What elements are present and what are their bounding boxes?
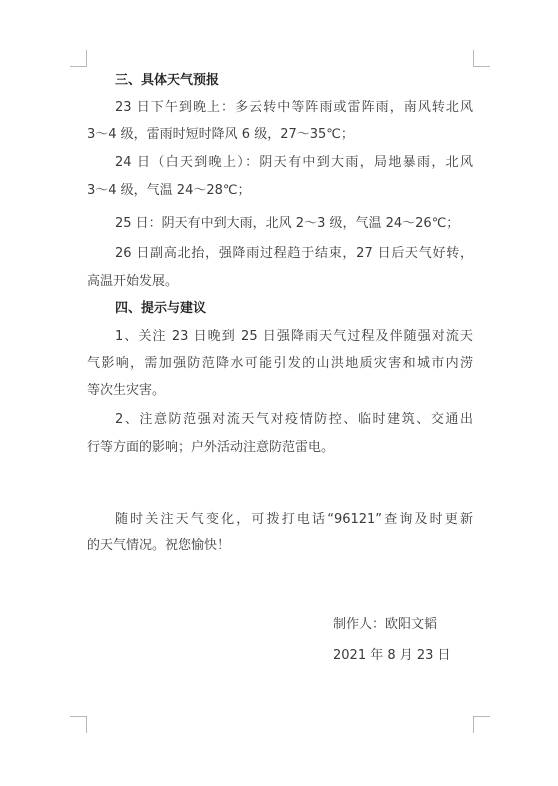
margin-corner-top-right	[473, 50, 490, 67]
paragraph-line: 2、注意防范强对流天气对疫情防控、临时建筑、交通出	[115, 412, 473, 427]
section-heading-forecast: 三、具体天气预报	[115, 73, 220, 88]
signature-author: 制作人：欧阳文韬	[333, 617, 438, 632]
paragraph-line: 26 日副高北抬，强降雨过程趋于结束，27 日后天气好转，	[115, 246, 473, 261]
paragraph-line: 气影响，需加强防范降水可能引发的山洪地质灾害和城市内涝	[87, 356, 473, 371]
paragraph-line: 24 日（白天到晚上）：阴天有中到大雨，局地暴雨，北风	[115, 155, 473, 170]
closing-line: 的天气情况。祝您愉快！	[87, 538, 231, 553]
margin-corner-bottom-right	[473, 716, 490, 733]
section-heading-tips: 四、提示与建议	[115, 301, 207, 316]
paragraph-line: 23 日下午到晚上：多云转中等阵雨或雷阵雨，南风转北风	[115, 100, 473, 115]
paragraph-line: 等次生灾害。	[87, 383, 166, 398]
margin-corner-top-left	[70, 50, 87, 67]
paragraph-line: 高温开始发展。	[87, 274, 179, 289]
paragraph-line: 25 日：阴天有中到大雨，北风 2～3 级，气温 24～26℃；	[115, 216, 460, 231]
paragraph-line: 1、关注 23 日晚到 25 日强降雨天气过程及伴随强对流天	[115, 329, 473, 344]
closing-line: 随时关注天气变化，可拨打电话“96121”查询及时更新	[115, 512, 473, 527]
paragraph-line: 3～4 级，雷雨时短时降风 6 级，27～35℃；	[87, 127, 354, 142]
paragraph-line: 3～4 级，气温 24～28℃；	[87, 183, 251, 198]
margin-corner-bottom-left	[70, 716, 87, 733]
paragraph-line: 行等方面的影响；户外活动注意防范雷电。	[87, 440, 335, 455]
signature-date: 2021 年 8 月 23 日	[333, 648, 451, 663]
